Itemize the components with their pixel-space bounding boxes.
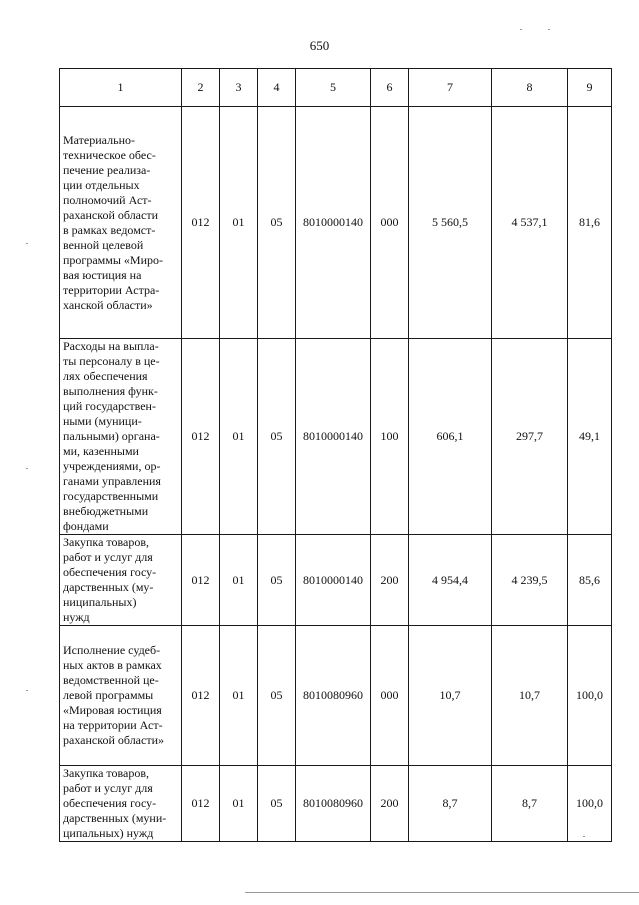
table-cell: 01	[220, 535, 258, 626]
description-line: ми, казенными	[63, 444, 139, 458]
table-cell: 81,6	[568, 107, 612, 339]
description-line: обеспечения госу-	[63, 565, 157, 579]
header-cell: 9	[568, 69, 612, 107]
table-cell: 012	[182, 107, 220, 339]
table-cell: 100	[371, 339, 409, 535]
table-row	[60, 107, 612, 339]
description-line: печение реализа-	[63, 162, 151, 177]
description-line: территории Астра-	[63, 282, 160, 297]
description-line: Материально-	[63, 132, 135, 147]
table-cell: 012	[182, 535, 220, 626]
description-line: государственными	[63, 489, 159, 503]
description-line: «Мировая юстиция	[63, 703, 162, 717]
scan-speck	[26, 468, 28, 469]
table-cell: 10,7	[409, 626, 492, 766]
table-cell: 200	[371, 766, 409, 842]
description-line: ведомственной це-	[63, 673, 159, 687]
table-row	[60, 339, 612, 535]
description-line: ций государствен-	[63, 399, 156, 413]
description-line: работ и услуг для	[63, 781, 153, 795]
description-line: техническое обес-	[63, 147, 156, 162]
row-description	[60, 339, 182, 535]
table-cell: 05	[258, 339, 296, 535]
description-line: Исполнение судеб-	[63, 643, 161, 657]
table-cell: 297,7	[492, 339, 568, 535]
table-cell: 012	[182, 339, 220, 535]
budget-table	[59, 68, 612, 842]
table-cell: 01	[220, 107, 258, 339]
header-cell: 5	[296, 69, 371, 107]
table-cell: 85,6	[568, 535, 612, 626]
bottom-rule	[245, 892, 639, 893]
table-cell: 49,1	[568, 339, 612, 535]
table-cell: 8,7	[492, 766, 568, 842]
table-header-row	[60, 69, 612, 107]
header-cell: 7	[409, 69, 492, 107]
description-line: дарственных (муни-	[63, 811, 167, 825]
table-cell: 8,7	[409, 766, 492, 842]
description-line: Закупка товаров,	[63, 766, 149, 780]
scan-speck	[520, 29, 522, 30]
header-cell: 6	[371, 69, 409, 107]
description-line: нужд	[63, 610, 90, 624]
description-line: ных актов в рамках	[63, 658, 162, 672]
row-description	[60, 766, 182, 842]
description-line: выполнения функ-	[63, 384, 158, 398]
description-line: раханской области	[63, 207, 158, 222]
table-cell: 000	[371, 626, 409, 766]
description-line: фондами	[63, 519, 109, 533]
table-row	[60, 766, 612, 842]
description-line: венной целевой	[63, 237, 144, 252]
description-line: Закупка товаров,	[63, 535, 149, 549]
table-cell: 05	[258, 626, 296, 766]
table-cell: 100,0	[568, 626, 612, 766]
description-line: в рамках ведомст-	[63, 222, 156, 237]
table-cell: 8010000140	[296, 339, 371, 535]
scan-speck	[548, 29, 550, 30]
description-line: учреждениями, ор-	[63, 459, 161, 473]
description-line: дарственных (му-	[63, 580, 154, 594]
table-cell: 4 537,1	[492, 107, 568, 339]
table-cell: 012	[182, 766, 220, 842]
description-line: обеспечения госу-	[63, 796, 157, 810]
description-line: ты персоналу в це-	[63, 354, 160, 368]
table-cell: 01	[220, 626, 258, 766]
description-line: левой программы	[63, 688, 154, 702]
row-description	[60, 107, 182, 339]
table-cell: 05	[258, 766, 296, 842]
table-cell: 8010080960	[296, 626, 371, 766]
table-cell: 200	[371, 535, 409, 626]
description-line: ными (муници-	[63, 414, 142, 428]
description-line: полномочий Аст-	[63, 192, 152, 207]
table-cell: 5 560,5	[409, 107, 492, 339]
table-row	[60, 535, 612, 626]
description-line: раханской области»	[63, 733, 164, 747]
header-cell: 3	[220, 69, 258, 107]
table-cell: 606,1	[409, 339, 492, 535]
table-cell: 01	[220, 339, 258, 535]
table-cell: 4 954,4	[409, 535, 492, 626]
scan-speck	[26, 243, 28, 244]
table-cell: 05	[258, 107, 296, 339]
page-number: 650	[309, 38, 330, 53]
header-cell: 4	[258, 69, 296, 107]
table-cell: 4 239,5	[492, 535, 568, 626]
table-cell: 01	[220, 766, 258, 842]
table-cell: 012	[182, 626, 220, 766]
table-cell: 8010000140	[296, 107, 371, 339]
description-line: Расходы на выпла-	[63, 339, 159, 353]
description-line: лях обеспечения	[63, 369, 148, 383]
description-line: ции отдельных	[63, 177, 140, 192]
row-description	[60, 626, 182, 766]
header-cell: 2	[182, 69, 220, 107]
table-row	[60, 626, 612, 766]
row-description	[60, 535, 182, 626]
description-line: вая юстиция на	[63, 267, 142, 282]
description-line: ципальных) нужд	[63, 826, 154, 840]
description-line: работ и услуг для	[63, 550, 153, 564]
description-line: внебюджетными	[63, 504, 149, 518]
description-line: ниципальных)	[63, 595, 137, 609]
table-cell: 05	[258, 535, 296, 626]
table-cell: 000	[371, 107, 409, 339]
description-line: на территории Аст-	[63, 718, 163, 732]
description-line: ганами управления	[63, 474, 161, 488]
scan-speck	[583, 836, 585, 837]
header-cell: 8	[492, 69, 568, 107]
scan-speck	[26, 690, 28, 691]
description-line: пальными) органа-	[63, 429, 160, 443]
table-cell: 10,7	[492, 626, 568, 766]
table-cell: 8010080960	[296, 766, 371, 842]
header-cell: 1	[60, 69, 182, 107]
description-line: программы «Миро-	[63, 252, 164, 267]
description-line: ханской области»	[63, 297, 153, 312]
table-cell: 8010000140	[296, 535, 371, 626]
table-cell: 100,0	[568, 766, 612, 842]
